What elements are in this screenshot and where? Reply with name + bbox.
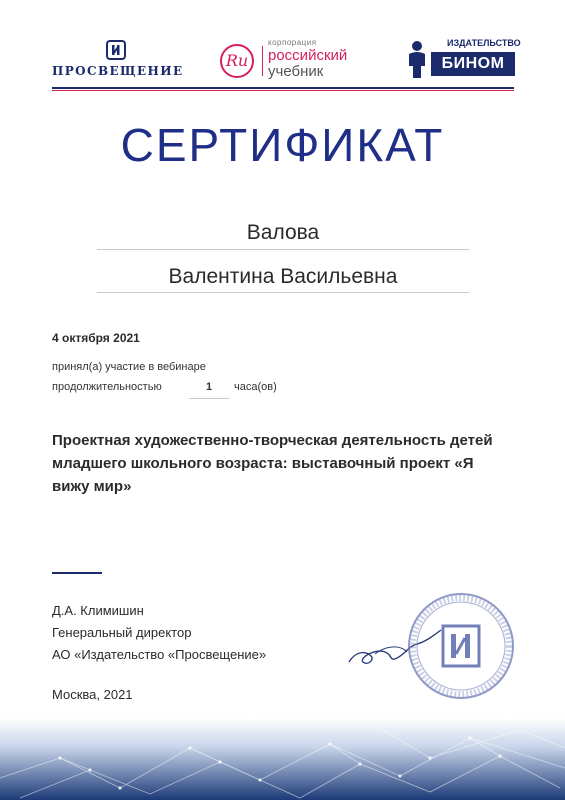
signature-section-rule bbox=[52, 572, 102, 574]
prosveshchenie-logo bbox=[52, 40, 184, 80]
duration-unit: часа(ов) bbox=[234, 381, 277, 393]
rossiyskiy-uchebnik-logo bbox=[220, 38, 380, 82]
webinar-topic: Проектная художественно-творческая деятельность детей младшего школьного возраста: выставочный проект «Я вижу мир» bbox=[52, 432, 493, 495]
ru-logo-line2: учебник bbox=[268, 63, 324, 80]
signatory-position: Генеральный директор bbox=[52, 625, 192, 640]
recipient-first-patronymic: Валентина Васильевна bbox=[168, 265, 398, 288]
binom-figure-icon bbox=[405, 40, 429, 78]
ru-logo-line1: российский bbox=[268, 47, 348, 64]
signatory-name: Д.А. Климишин bbox=[52, 603, 144, 618]
prosveshchenie-logo-icon bbox=[106, 40, 126, 60]
participation-text: принял(а) участие в вебинаре bbox=[52, 361, 206, 373]
hours-underline bbox=[189, 398, 229, 399]
duration-row bbox=[52, 381, 352, 401]
duration-hours: 1 bbox=[205, 381, 213, 393]
ru-logo-icon: Ru bbox=[220, 44, 254, 78]
binom-logo bbox=[405, 38, 521, 82]
signatory-organization: АО «Издательство «Просвещение» bbox=[52, 647, 267, 662]
event-date: 4 октября 2021 bbox=[52, 331, 140, 345]
certificate-title: СЕРТИФИКАТ bbox=[120, 119, 445, 171]
header-rule-red bbox=[52, 90, 514, 91]
stamp-icon bbox=[405, 590, 517, 702]
logo-bar bbox=[0, 30, 565, 90]
recipient-surname: Валова bbox=[246, 221, 320, 244]
ru-logo-divider bbox=[262, 46, 263, 76]
header-rule-blue bbox=[52, 87, 514, 89]
city-year: Москва, 2021 bbox=[52, 687, 133, 702]
footer-network-band bbox=[0, 718, 565, 800]
binom-logo-small-text: ИЗДАТЕЛЬСТВО bbox=[447, 38, 521, 48]
prosveshchenie-logo-text: ПРОСВЕЩЕНИЕ bbox=[52, 64, 184, 78]
first-name-underline bbox=[97, 292, 469, 293]
ru-logo-small-text: корпорация bbox=[268, 38, 317, 47]
binom-logo-name: БИНОМ bbox=[431, 52, 515, 76]
surname-underline bbox=[97, 249, 469, 250]
duration-label: продолжительностью bbox=[52, 381, 162, 393]
